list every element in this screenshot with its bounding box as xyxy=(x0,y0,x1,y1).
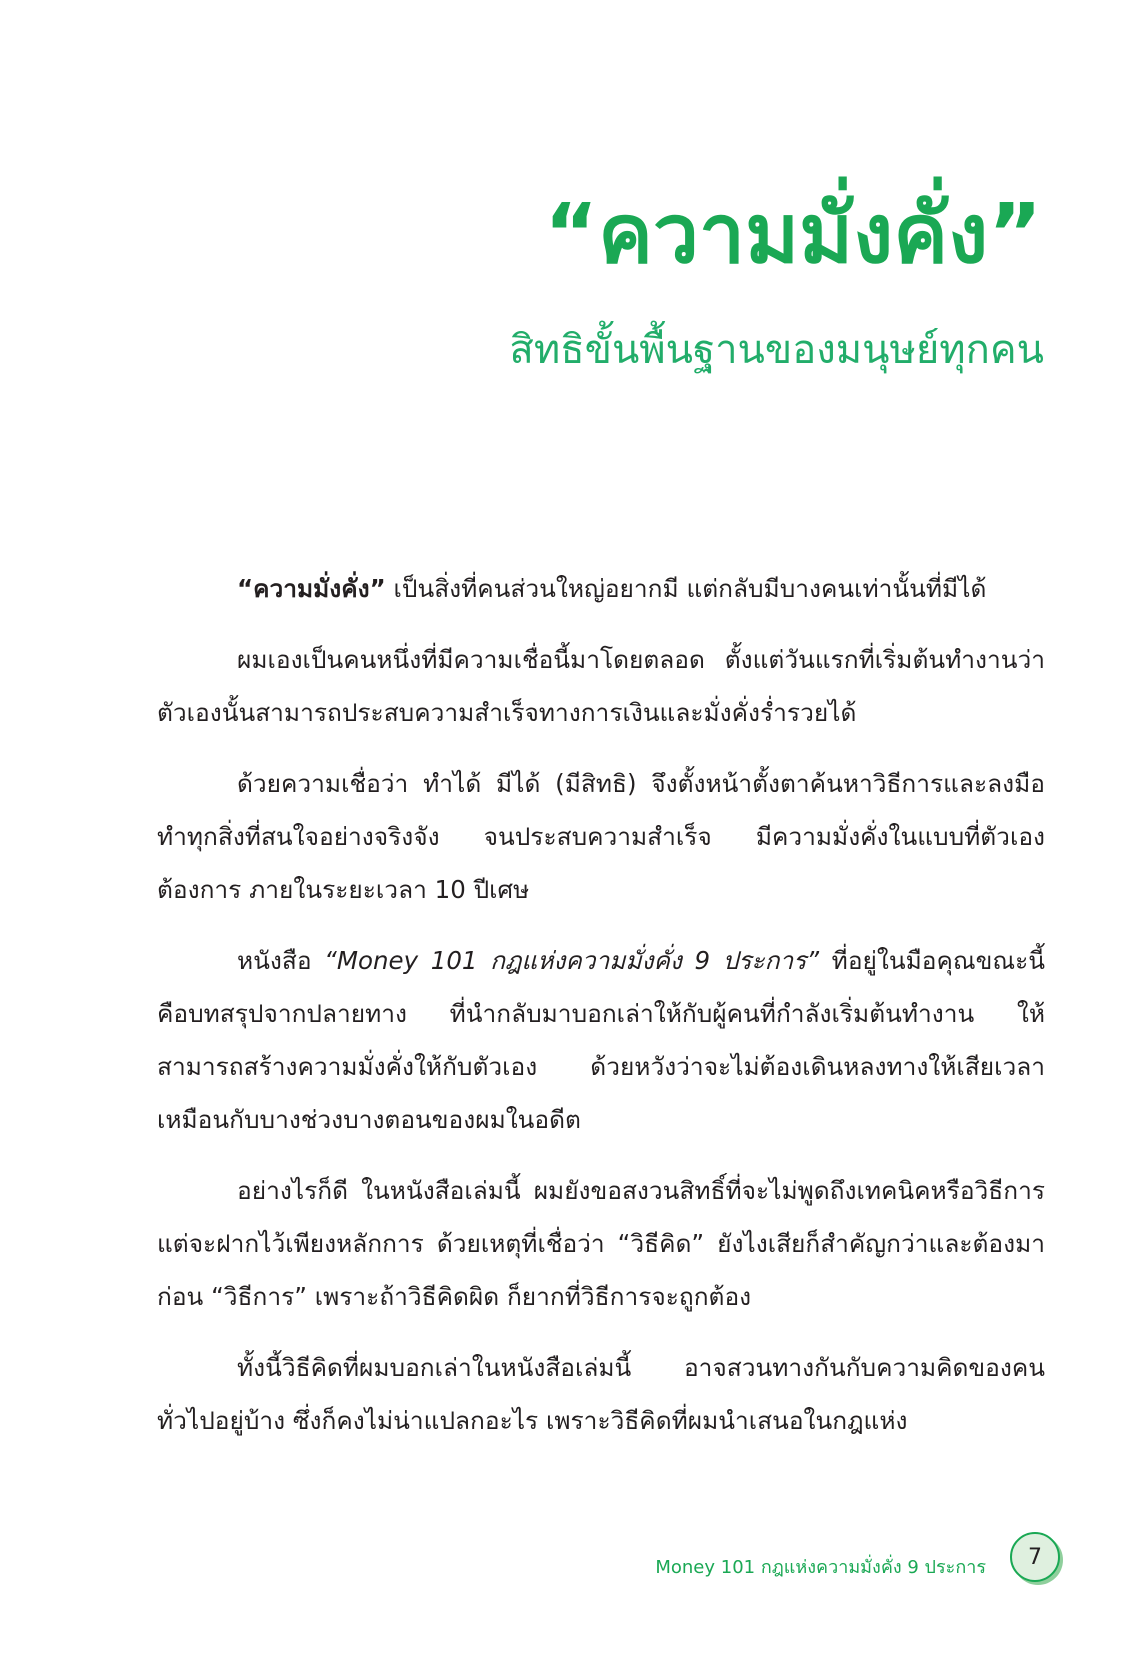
paragraph-4-text: ที่อยู่ในมือคุณขณะนี้ คือบทสรุปจากปลายทาง ที่นำกลับมาบอกเล่าให้กับผู้คนที่กำลังเริ่มต้นทำงาน ให้สามารถสร้างความมั่งคั่งให้กับตัวเอง ด้วยหวังว่าจะไม่ต้องเดินหลงทางให้เสียเวลา เหมือนกับบางช่วงบางตอนของผมในอดีต xyxy=(157,946,1045,1134)
paragraph-2: ผมเองเป็นคนหนึ่งที่มีความเชื่อนี้มาโดยตลอด ตั้งแต่วันแรกที่เริ่มต้นทำงานว่า ตัวเองนั้นสามารถประสบความสำเร็จทางการเงินและมั่งคั่งร่ำรวยได้ xyxy=(157,645,1045,727)
paragraph-3: ด้วยความเชื่อว่า ทำได้ มีได้ (มีสิทธิ) จึงตั้งหน้าตั้งตาค้นหาวิธีการและลงมือทำทุกสิ่งที่สนใจอย่างจริงจัง จนประสบความสำเร็จ มีความมั่งคั่งในแบบที่ตัวเองต้องการ ภายในระยะเวลา 10 ปีเศษ xyxy=(157,769,1045,904)
paragraph-1-text: เป็นสิ่งที่คนส่วนใหญ่อยากมี แต่กลับมีบางคนเท่านั้นที่มีได้ xyxy=(385,574,987,603)
page-number: 7 xyxy=(1028,1544,1042,1570)
body-text xyxy=(157,562,1045,1465)
paragraph-4 xyxy=(157,934,1045,1146)
paragraph-6: ทั้งนี้วิธีคิดที่ผมบอกเล่าในหนังสือเล่มนี้ อาจสวนทางกันกับความคิดของคนทั่วไปอยู่บ้าง ซึ่งก็คงไม่น่าแปลกอะไร เพราะวิธีคิดที่ผมนำเสนอในกฎแห่ง xyxy=(157,1353,1045,1435)
chapter-subtitle: สิทธิขั้นพื้นฐานของมนุษย์ทุกคน xyxy=(509,327,1044,373)
page-number-badge xyxy=(1010,1532,1060,1582)
paragraph-1-bold: “ความมั่งคั่ง” xyxy=(237,574,386,603)
book-title-italic: “Money 101 กฎแห่งความมั่งคั่ง 9 ประการ” xyxy=(324,946,820,975)
chapter-title: “ความมั่งคั่ง” xyxy=(544,187,1042,282)
paragraph-5: อย่างไรก็ดี ในหนังสือเล่มนี้ ผมยังขอสงวนสิทธิ์ที่จะไม่พูดถึงเทคนิคหรือวิธีการ แต่จะฝากไว้เพียงหลักการ ด้วยเหตุที่เชื่อว่า “วิธีคิด” ยังไงเสียก็สำคัญกว่าและต้องมาก่อน “วิธีการ” เพราะถ้าวิธีคิดผิด ก็ยากที่วิธีการจะถูกต้อง xyxy=(157,1176,1045,1311)
paragraph-4-start: หนังสือ xyxy=(237,946,325,975)
footer-book-title: Money 101 กฎแห่งความมั่งคั่ง 9 ประการ xyxy=(655,1557,986,1578)
paragraph-1 xyxy=(157,562,1045,615)
